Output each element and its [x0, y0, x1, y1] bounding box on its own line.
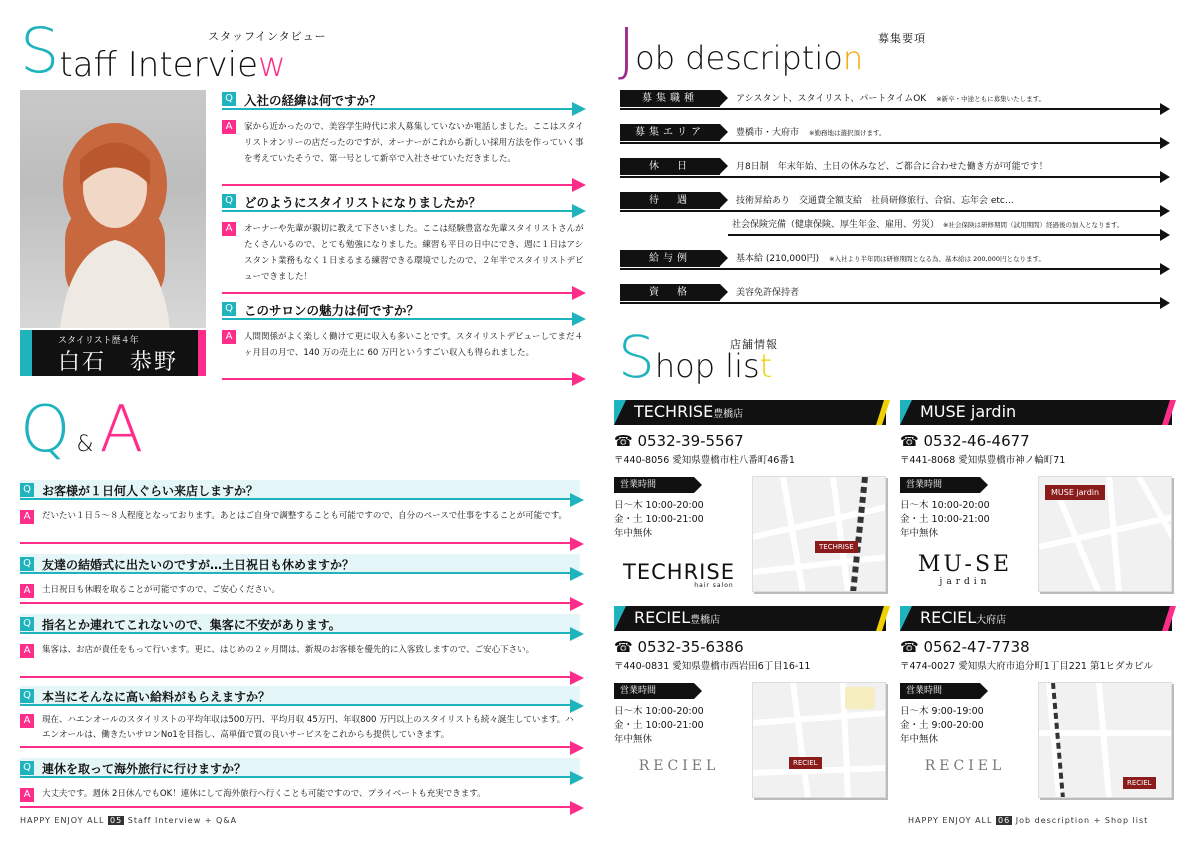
header-accent [900, 400, 912, 425]
header-end-accent [1162, 606, 1176, 631]
q-tag: Q [20, 617, 34, 631]
job-value: 月8日制 年末年始、土日の休みなど、ご都合に合わせた働き方が可能です！ [736, 162, 1048, 172]
hours-line: 年中無休 [900, 734, 939, 745]
job-title-last: n [842, 39, 864, 77]
hours-line: 日〜木 9:00-19:00 [900, 706, 984, 717]
job-value [732, 217, 1123, 230]
shop-title-mid: hop lis [654, 347, 760, 385]
map-pin-label: MUSE jardin [1045, 485, 1105, 500]
job-note: ※入社より半年間は研修期間となる為、基本給は 200,000円となります。 [829, 255, 1045, 263]
qa-a3 [20, 644, 580, 678]
qa-q2 [20, 554, 580, 574]
a-text: 人間関係がよく楽しく働けて更に収入も多いことです。スタイリストデビューしてまだ４ヶ月目の月で、140 万の売上に 60 万円というすごい収入も得られました。 [244, 332, 583, 358]
footer-right-page: 06 [998, 816, 1011, 825]
shop-name-text: RECIEL [920, 608, 977, 627]
job-value [736, 251, 1045, 264]
shop-address: 〒474-0027 愛知県大府市追分町1丁目221 第1ヒダカビル [900, 661, 1153, 672]
a-tag: A [20, 644, 34, 658]
job-value [736, 91, 1045, 104]
shop-header [900, 400, 1172, 425]
job-note: ※新卒・中途ともに募集いたします。 [936, 95, 1046, 103]
shop-address: 〒440-0831 愛知県豊橋市西岩田6丁目16-11 [614, 661, 811, 672]
job-ruby: 募集要項 [878, 32, 926, 45]
logo-text: MU-SE [917, 552, 1013, 577]
shop-phone[interactable]: ☎ 0562-47-7738 [900, 638, 1030, 656]
logo-sub: jardin [939, 577, 991, 587]
job-title [618, 15, 864, 83]
q-text: 入社の経緯は何ですか？ [244, 93, 382, 108]
shop-logo [900, 552, 1030, 587]
q-text: お客様が１日何人ぐらい来店しますか？ [42, 484, 259, 498]
a-tag: A [20, 788, 34, 802]
q-text: 友達の結婚式に出たいのですが…土日祝日も休めますか？ [42, 558, 355, 572]
hours-label: 営業時間 [614, 477, 694, 493]
job-label: 給与例 [620, 250, 720, 267]
q-tag: Q [20, 483, 34, 497]
q-text: 指名とか連れてこれないので、集客に不安があります。 [42, 618, 341, 632]
interview-title-last: w [258, 45, 286, 85]
job-value: 技術昇給あり 交通費全額支給 社員研修旅行、合宿、忘年会 etc… [736, 196, 1014, 206]
shop-header [614, 606, 886, 631]
shop-title-last: t [759, 347, 773, 385]
shop-phone[interactable]: ☎ 0532-39-5567 [614, 432, 744, 450]
job-row-benefits [620, 190, 1168, 212]
q-text: 連休を取って海外旅行に行けますか？ [42, 762, 247, 776]
shop-header [614, 400, 886, 425]
shop-address: 〒441-8068 愛知県豊橋市神ノ輪町71 [900, 455, 1066, 466]
shop-hours [900, 499, 990, 541]
footer-right-section: Job description + Shop list [1015, 816, 1149, 825]
qa-a1 [20, 510, 580, 544]
interview-a1 [222, 120, 584, 186]
job-title-initial: J [618, 15, 636, 83]
a-text: 土日祝日も休暇を取ることが可能ですので、ご安心ください。 [42, 585, 280, 595]
shop-muse-jardin [900, 400, 1172, 596]
shop-reciel-toyohashi [614, 606, 886, 802]
footer-left-page: 05 [110, 816, 123, 825]
a-tag: A [20, 510, 34, 524]
q-tag: Q [222, 302, 236, 316]
a-text: 大丈夫です。週休 2日休んでもOK！連休にして海外旅行へ行くことも可能ですので、プライベートも充実できます。 [42, 789, 486, 799]
job-value-text: 基本給 (210,000円) [736, 254, 820, 264]
hours-line: 金・土 9:00-20:00 [900, 720, 984, 731]
interview-a2 [222, 222, 584, 294]
staff-career: スタイリスト歴４年 [58, 336, 139, 346]
interview-q2 [222, 194, 584, 212]
q-tag: Q [222, 92, 236, 106]
qa-a5 [20, 788, 580, 808]
footer-left-section: Staff Interview + Q&A [127, 816, 238, 825]
job-title-mid: ob descriptio [635, 39, 843, 77]
shop-branch: 豊橋店 [713, 409, 744, 420]
interview-q3 [222, 302, 584, 320]
q-tag: Q [20, 557, 34, 571]
shop-hours [900, 705, 984, 747]
shop-name-text: RECIEL [634, 608, 691, 627]
logo-text: RECIEL [924, 758, 1006, 774]
map-pin-label: RECIEL [789, 757, 822, 769]
a-text: 集客は、お店が責任をもって行います。更に、はじめの２ヶ月間は、新規のお客様を優先的に入客致しますので、ご安心下さい。 [42, 645, 535, 655]
logo-text: TECHRISE [623, 560, 735, 584]
shop-map[interactable] [752, 476, 886, 592]
shop-techrise [614, 400, 886, 596]
a-tag: A [20, 714, 34, 728]
header-end-accent [876, 606, 890, 631]
shop-logo [614, 560, 744, 589]
shop-logo [900, 758, 1030, 774]
qa-a2 [20, 584, 580, 604]
shop-name [634, 402, 743, 421]
q-text: どのようにスタイリストになりましたか？ [244, 195, 482, 210]
shop-branch: 大府店 [976, 615, 1007, 626]
hours-line: 年中無休 [900, 528, 939, 539]
qa-q1 [20, 480, 580, 500]
footer-left-text: HAPPY ENJOY ALL [20, 816, 105, 825]
a-text: だいたい１日５〜８人程度となっております。あとはご自身で調整することも可能ですので、自分のペースで仕事をすることが可能です。 [42, 511, 568, 521]
hours-line: 日〜木 10:00-20:00 [900, 500, 990, 511]
job-row-holiday [620, 156, 1168, 178]
q-text: 本当にそんなに高い給料がもらえますか？ [42, 690, 271, 704]
qa-q4 [20, 686, 580, 706]
job-note: ※社会保険は研修期間（試用期間）経過後の加入となります。 [943, 221, 1124, 229]
hours-line: 金・土 10:00-21:00 [614, 720, 704, 731]
caption-stripe-right [198, 330, 206, 376]
shop-title-initial: S [618, 323, 655, 391]
header-accent [614, 606, 626, 631]
qa-title-a: A [99, 393, 144, 467]
staff-photo-art [20, 90, 206, 328]
hours-line: 金・土 10:00-21:00 [614, 514, 704, 525]
staff-caption [20, 330, 206, 376]
hours-label: 営業時間 [900, 477, 980, 493]
shop-phone[interactable]: ☎ 0532-35-6386 [614, 638, 744, 656]
header-accent [900, 606, 912, 631]
logo-sub: hair salon [694, 582, 734, 589]
shop-address: 〒440-8056 愛知県豊橋市柱八番町46番1 [614, 455, 795, 466]
qa-title-amp: & [76, 432, 94, 457]
a-tag: A [222, 120, 236, 134]
job-note: ※勤務地は選択頂けます。 [809, 129, 886, 137]
shop-logo [614, 758, 744, 774]
hours-label: 営業時間 [900, 683, 980, 699]
interview-ruby: スタッフインタビュー [208, 30, 327, 43]
shop-hours [614, 705, 704, 747]
footer-left [20, 816, 237, 825]
interview-a3 [222, 330, 584, 380]
qa-q3 [20, 614, 580, 634]
job-label: 待 遇 [620, 192, 720, 209]
job-row-license [620, 282, 1168, 304]
shop-hours [614, 499, 704, 541]
qa-title-q: Q [20, 393, 71, 467]
footer-right-text: HAPPY ENJOY ALL [908, 816, 993, 825]
header-accent [614, 400, 626, 425]
hours-line: 日〜木 10:00-20:00 [614, 706, 704, 717]
q-tag: Q [222, 194, 236, 208]
shop-header [900, 606, 1172, 631]
staff-name: 白石 恭野 [58, 350, 179, 375]
shop-map[interactable] [752, 682, 886, 798]
job-value [736, 125, 885, 138]
job-row-position [620, 88, 1168, 110]
hours-label: 営業時間 [614, 683, 694, 699]
interview-title-initial: S [20, 14, 60, 87]
qa-a4 [20, 714, 580, 748]
shop-name [634, 608, 720, 627]
job-value-text: 社会保険完備（健康保険、厚生年金、雇用、労災） [732, 220, 940, 230]
map-drawing [753, 683, 886, 798]
map-drawing [753, 477, 886, 592]
job-label: 休 日 [620, 158, 720, 175]
a-tag: A [20, 584, 34, 598]
job-row-salary [620, 248, 1168, 270]
a-text: 現在、ハエンオールのスタイリストの平均年収は500万円、平均月収 45万円、年収800 万円以上のスタイリストも続々誕生しています。ハエンオールは、働きたいサロンNo1を目指し、高単価で質の良いサービスをこれからも提供していきます。 [42, 715, 574, 740]
shop-reciel-obu [900, 606, 1172, 802]
qa-q5 [20, 758, 580, 778]
shop-name-text: TECHRISE [634, 402, 714, 421]
hours-line: 年中無休 [614, 734, 653, 745]
shop-branch: 豊橋店 [690, 615, 721, 626]
staff-photo [20, 90, 206, 328]
interview-q1 [222, 92, 584, 110]
a-tag: A [222, 330, 236, 344]
job-label: 募集エリア [620, 124, 720, 141]
header-end-accent [1162, 400, 1176, 425]
q-tag: Q [20, 689, 34, 703]
header-end-accent [876, 400, 890, 425]
shop-ruby: 店舗情報 [730, 338, 778, 351]
hours-line: 年中無休 [614, 528, 653, 539]
hours-line: 日〜木 10:00-20:00 [614, 500, 704, 511]
hours-line: 金・土 10:00-21:00 [900, 514, 990, 525]
job-row-insurance [728, 214, 1168, 236]
shop-phone[interactable]: ☎ 0532-46-4677 [900, 432, 1030, 450]
map-pin-label: RECIEL [1123, 777, 1156, 789]
job-value-text: アシスタント、スタイリスト、パートタイムOK [736, 94, 927, 104]
a-text: オーナーや先輩が親切に教えて下さいました。ここは経験豊富な先輩スタイリストさんがたくさんいるので、とても勉強になりました。練習も平日の日中にでき、週に１日はアシスタント業務もなく１日まるまる練習できる環境でしたので、２年半でスタイリストデビューできました！ [244, 224, 584, 282]
shop-map[interactable] [1038, 476, 1172, 592]
map-pin-label: TECHRISE [815, 541, 858, 553]
job-value-text: 豊橋市・大府市 [736, 128, 800, 138]
q-text: このサロンの魅力は何ですか？ [244, 303, 420, 318]
a-text: 家から近かったので、美容学生時代に求人募集していないか電話しました。ここはスタイリストオンリーの店だったのですが、オーナーがこれから新しい採用方法を作っていく事を考えていたそうで、第一号として新卒で入社させていただきました。 [244, 122, 584, 164]
job-value: 美容免許保持者 [736, 288, 800, 298]
job-label: 募集職種 [620, 90, 720, 107]
caption-stripe [20, 330, 32, 376]
job-row-area [620, 122, 1168, 144]
a-tag: A [222, 222, 236, 236]
shop-map[interactable] [1038, 682, 1172, 798]
job-label: 資 格 [620, 284, 720, 301]
logo-text: RECIEL [638, 758, 720, 774]
q-tag: Q [20, 761, 34, 775]
shop-name [920, 608, 1006, 627]
shop-name: MUSE jardin [920, 402, 1017, 421]
qa-title [20, 393, 144, 467]
footer-right [908, 816, 1148, 825]
interview-title-mid: taff Intervie [59, 45, 259, 85]
